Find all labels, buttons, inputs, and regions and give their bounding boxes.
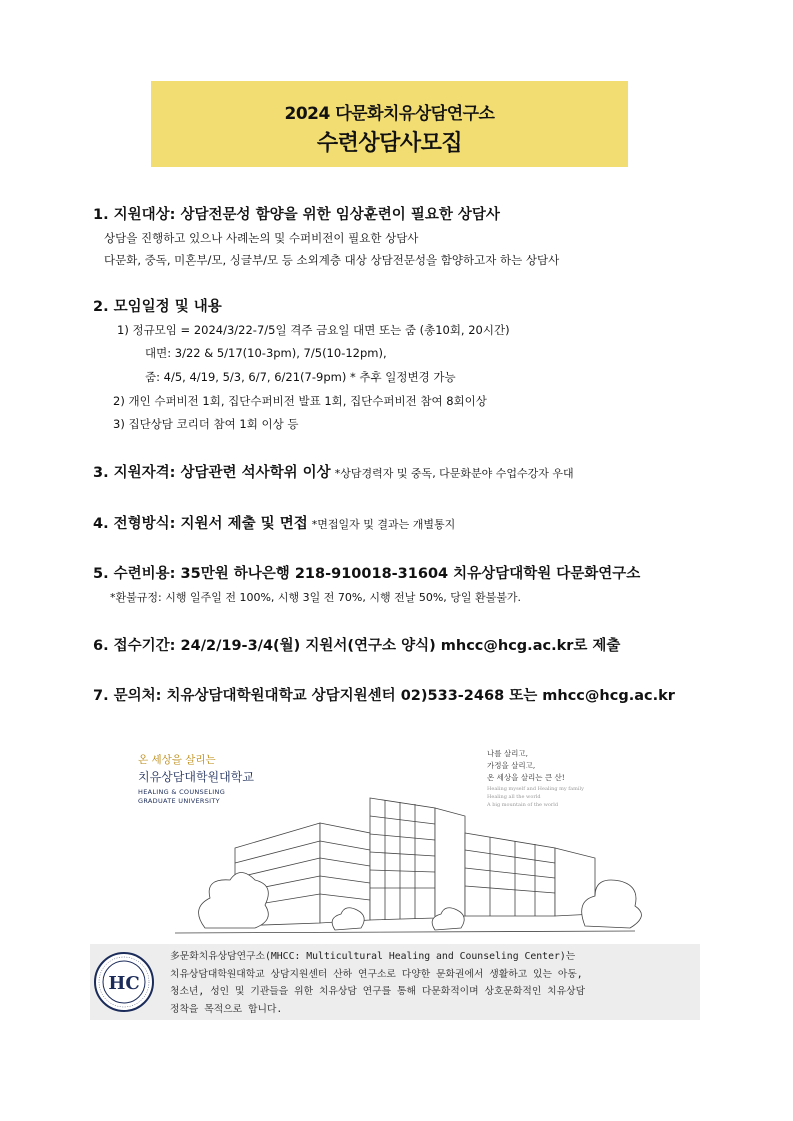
section-2-line-1: 1) 정규모임 = 2024/3/22-7/5일 격주 금요일 대면 또는 줌 (총10회, 20시간) [117,323,510,337]
section-2-line-2: 대면: 3/22 & 5/17(10-3pm), 7/5(10-12pm), [145,346,387,360]
slogan-en-2: Healing all the world [487,794,541,800]
footer-line-1: 多문화치유상담연구소(MHCC: Multicultural Healing and Counseling Center)는 [170,951,576,962]
slogan-line-3: 온 세상을 살리는 큰 산! [487,773,565,782]
section-3-note: *상담경력자 및 중독, 다문화분야 수업수강자 우대 [334,467,574,480]
footer-text [170,948,695,1018]
footer-line-2: 치유상담대학원대학교 상담지원센터 산하 연구소로 다양한 문화권에서 생활하고 있는 아동, [170,968,583,980]
section-4-heading [93,512,455,533]
title-banner [151,81,628,167]
section-3-heading [93,461,574,482]
section-4-note: *면접일자 및 결과는 개별통지 [311,518,456,531]
slogan-line-1: 나를 살리고, [487,749,528,758]
mhcc-seal-logo [93,950,155,1014]
footer-line-4: 정착을 목적으로 합니다. [170,1003,283,1015]
section-3-title: 3. 지원자격: 상담관련 석사학위 이상 [93,465,331,481]
university-name-kr: 치유상담대학원대학교 [138,770,254,784]
section-eligibility [93,203,500,224]
section-2-line-3: 줌: 4/5, 4/19, 5/3, 6/7, 6/21(7-9pm) * 추후 일정변경 가능 [145,370,456,384]
section-4-title: 4. 전형방식: 지원서 제출 및 면접 [93,516,308,532]
page-title: 수련상담사모집 [316,131,463,156]
footer-line-3: 청소년, 성인 및 기관들을 위한 치유상담 연구를 통해 다문화적이며 상호문화적인 치유상담 [170,986,586,997]
section-7-heading: 7. 문의처: 치유상담대학원대학교 상담지원센터 02)533-2468 또는 mhcc@hcg.ac.kr [93,688,675,704]
section-2-heading: 2. 모임일정 및 내용 [93,299,222,315]
section-2-line-5: 3) 집단상담 코리더 참여 1회 이상 등 [113,417,299,431]
section-1-line-2: 다문화, 중독, 미혼부/모, 싱글부/모 등 소외계층 대상 상담전문성을 함양하고자 하는 상담사 [104,253,560,267]
section-5-heading: 5. 수련비용: 35만원 하나은행 218-910018-31604 치유상담대학원 다문화연구소 [93,566,641,582]
slogan-line-2: 가정을 살리고, [487,761,536,770]
section-2-line-4: 2) 개인 수퍼비전 1회, 집단수퍼비전 발표 1회, 집단수퍼비전 참여 8회이상 [113,394,487,408]
slogan-en-3: A big mountain of the world [487,802,559,808]
university-name-en-2: GRADUATE UNIVERSITY [138,797,220,805]
campus-illustration [135,738,655,938]
university-motto: 온 세상을 살리는 [138,754,216,766]
section-1-heading: 1. 지원대상: 상담전문성 함양을 위한 임상훈련이 필요한 상담사 [93,207,500,223]
university-name-en-1: HEALING & COUNSELING [138,788,226,796]
title-line1: 2024 다문화치유상담연구소 [284,104,495,124]
footer-info-box [90,944,700,1020]
seal-text: HC [108,973,140,994]
section-1-line-1: 상담을 진행하고 있으나 사례논의 및 수퍼비전이 필요한 상담사 [104,231,419,245]
section-6-heading: 6. 접수기간: 24/2/19-3/4(월) 지원서(연구소 양식) mhcc@hcg.ac.kr로 제출 [93,638,621,654]
slogan-en-1: Healing myself and Healing my family [487,786,584,792]
refund-policy: *환불규정: 시행 일주일 전 100%, 시행 3일 전 70%, 시행 전날 50%, 당일 환불불가. [110,591,522,604]
